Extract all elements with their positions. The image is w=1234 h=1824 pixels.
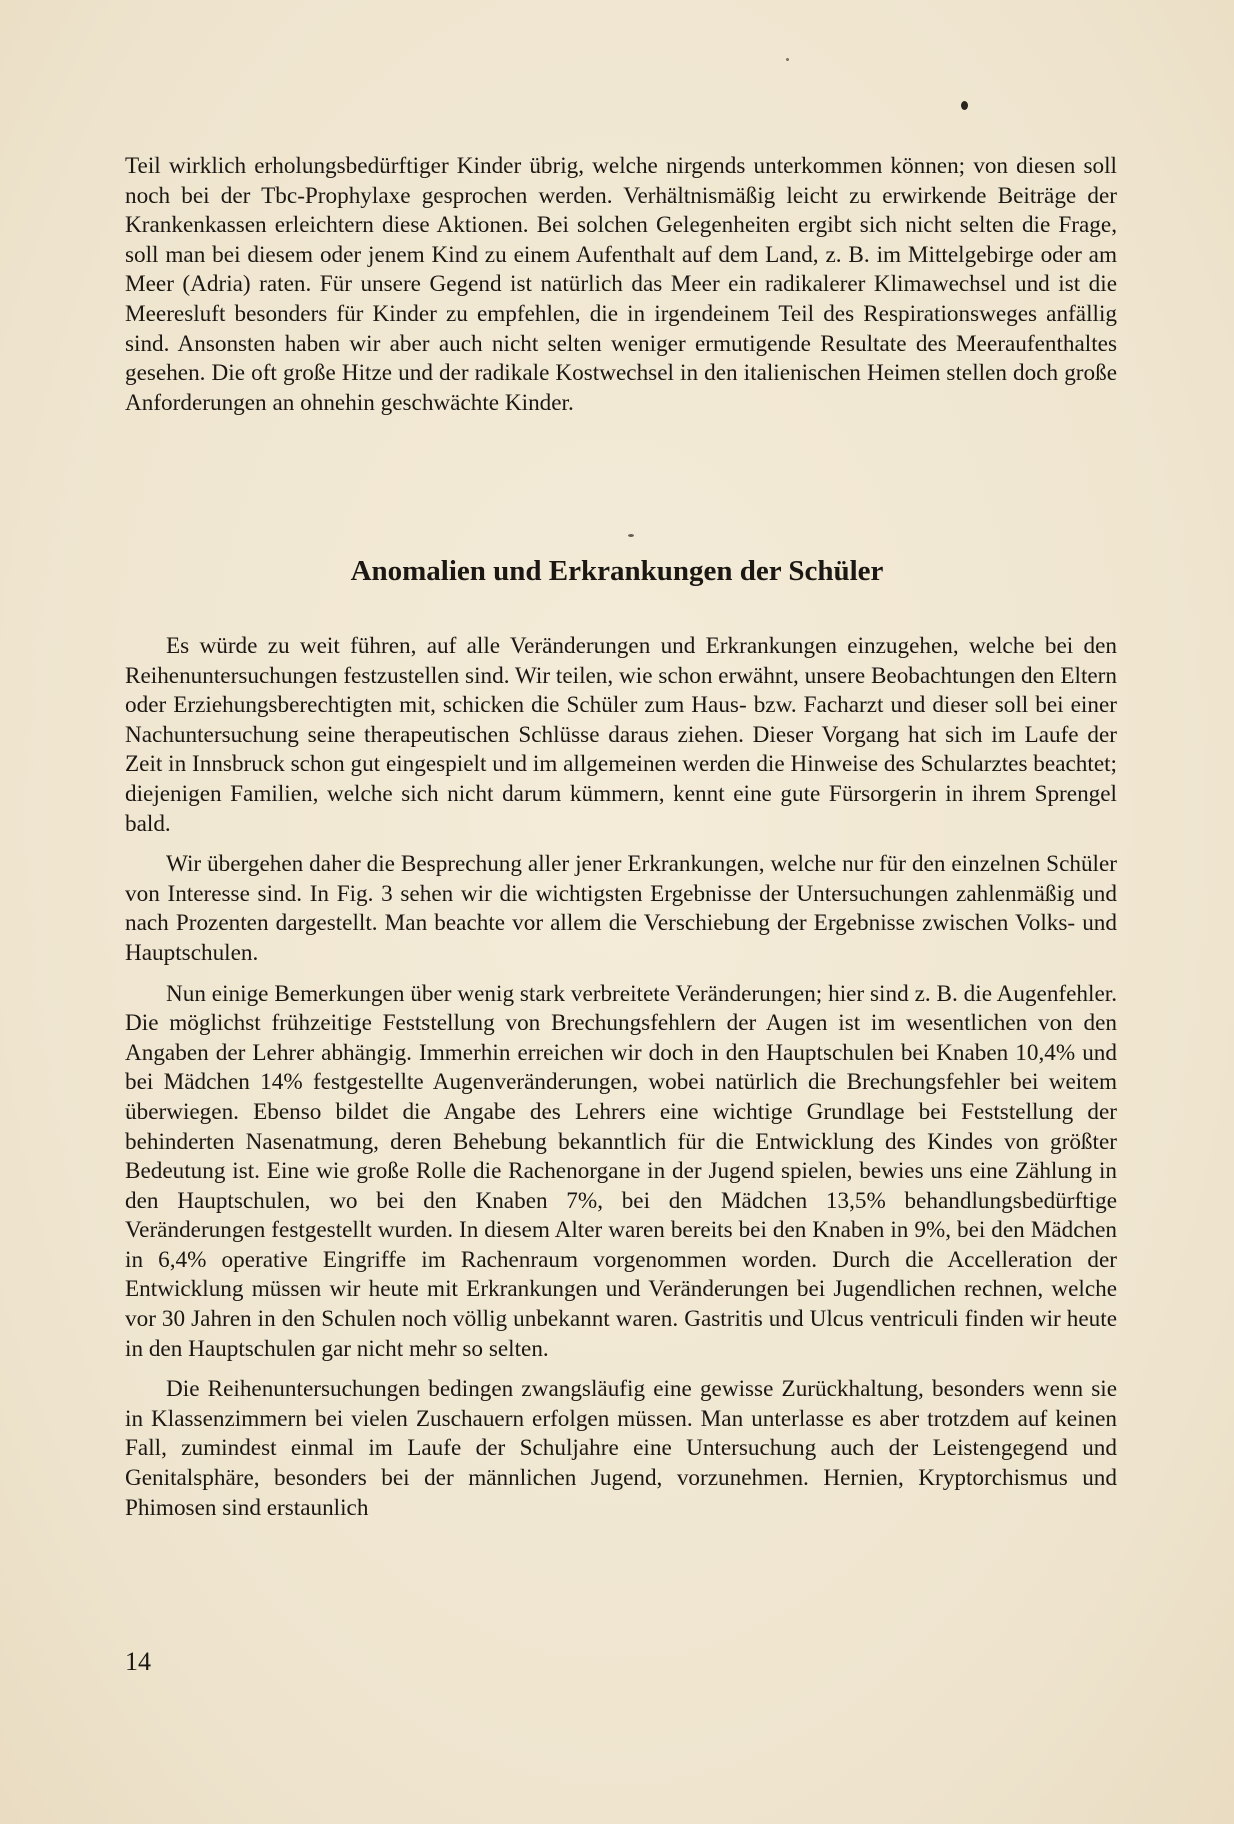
- page-body: [125, 152, 1117, 418]
- section-body: [125, 632, 1117, 1523]
- section-paragraph: Nun einige Bemerkungen über wenig stark verbreitete Veränderungen; hier sind z. B. die Augenfehler. Die möglichst frühzeitige Feststellung von Brechungsfehlern der Augen ist im wesentlichen von den Angaben der Lehrer abhängig. Immerhin erreichen wir doch in den Hauptschulen bei Knaben 10,4% und bei Mädchen 14% festgestellte Augenveränderungen, wobei natürlich die Brechungsfehler bei weitem überwiegen. Ebenso bildet die Angabe des Lehrers eine wichtige Grundlage bei Feststellung der behinderten Nasenatmung, deren Behebung bekanntlich für die Entwicklung des Kindes von größter Bedeutung ist. Eine wie große Rolle die Rachenorgane in der Jugend spielen, bewies uns eine Zählung in den Hauptschulen, wo bei den Knaben 7%, bei den Mädchen 13,5% behandlungsbedürftige Veränderungen festgestellt wurden. In diesem Alter waren bereits bei den Knaben in 9%, bei den Mädchen in 6,4% operative Eingriffe im Rachenraum vorgenommen worden. Durch die Accelleration der Entwicklung müssen wir heute mit Erkrankungen und Veränderungen bei Jugendlichen rechnen, welche vor 30 Jahren in den Schulen noch völlig unbekannt waren. Gastritis und Ulcus ventriculi finden wir heute in den Hauptschulen gar nicht mehr so selten.: [125, 980, 1117, 1362]
- section-paragraph: Die Reihenuntersuchungen bedingen zwangsläufig eine gewisse Zurückhaltung, besonders wenn sie in Klassenzimmern bei vielen Zuschauern erfolgen müssen. Man unterlasse es aber trotzdem auf keinen Fall, zumindest einmal im Laufe der Schuljahre eine Untersuchung auch der Leistengegend und Genitalsphäre, besonders bei der männlichen Jugend, vorzunehmen. Hernien, Kryptorchismus und Phimosen sind erstaunlich: [125, 1376, 1117, 1521]
- section-paragraph: Es würde zu weit führen, auf alle Veränderungen und Erkrankungen einzugehen, welche bei den Reihenuntersuchungen festzustellen sind. Wir teilen, wie schon erwähnt, unsere Beobachtungen den Eltern oder Erziehungsberechtigten mit, schicken die Schüler zum Haus- bzw. Facharzt und dieser soll bei einer Nachuntersuchung seine therapeutischen Schlüsse daraus ziehen. Dieser Vorgang hat sich im Laufe der Zeit in Innsbruck schon gut eingespielt und im allgemeinen werden die Hinweise des Schularztes beachtet; diejenigen Familien, welche sich nicht darum kümmern, kennt eine gute Fürsorgerin in ihrem Sprengel bald.: [125, 633, 1117, 837]
- section-heading: Anomalien und Erkrankungen der Schüler: [350, 555, 884, 587]
- page-number: 14: [125, 1647, 151, 1676]
- section-paragraph: Wir übergehen daher die Besprechung aller jener Erkrankungen, welche nur für den einzelnen Schüler von Interesse sind. In Fig. 3 sehen wir die wichtigsten Ergebnisse der Untersuchungen zahlenmäßig und nach Prozenten dargestellt. Man beachte vor allem die Verschiebung der Ergebnisse zwischen Volks- und Hauptschulen.: [125, 851, 1117, 966]
- print-speck: [786, 58, 789, 61]
- print-speck: [961, 101, 968, 110]
- print-speck: [628, 534, 634, 537]
- intro-paragraph: Teil wirklich erholungsbedürftiger Kinder übrig, welche nirgends unterkommen können; von diesen soll noch bei der Tbc-Prophylaxe gesprochen werden. Verhältnismäßig leicht zu erwirkende Beiträge der Krankenkassen erleichtern diese Aktionen. Bei solchen Gelegenheiten ergibt sich nicht selten die Frage, soll man bei diesem oder jenem Kind zu einem Aufenthalt auf dem Land, z. B. im Mittelgebirge oder am Meer (Adria) raten. Für unsere Gegend ist natürlich das Meer ein radikalerer Klimawechsel und ist die Meeresluft besonders für Kinder zu empfehlen, die in irgendeinem Teil des Respirationsweges anfällig sind. Ansonsten haben wir aber auch nicht selten weniger ermutigende Resultate des Meeraufenthaltes gesehen. Die oft große Hitze und der radikale Kostwechsel in den italienischen Heimen stellen doch große Anforderungen an ohnehin geschwächte Kinder.: [125, 153, 1117, 416]
